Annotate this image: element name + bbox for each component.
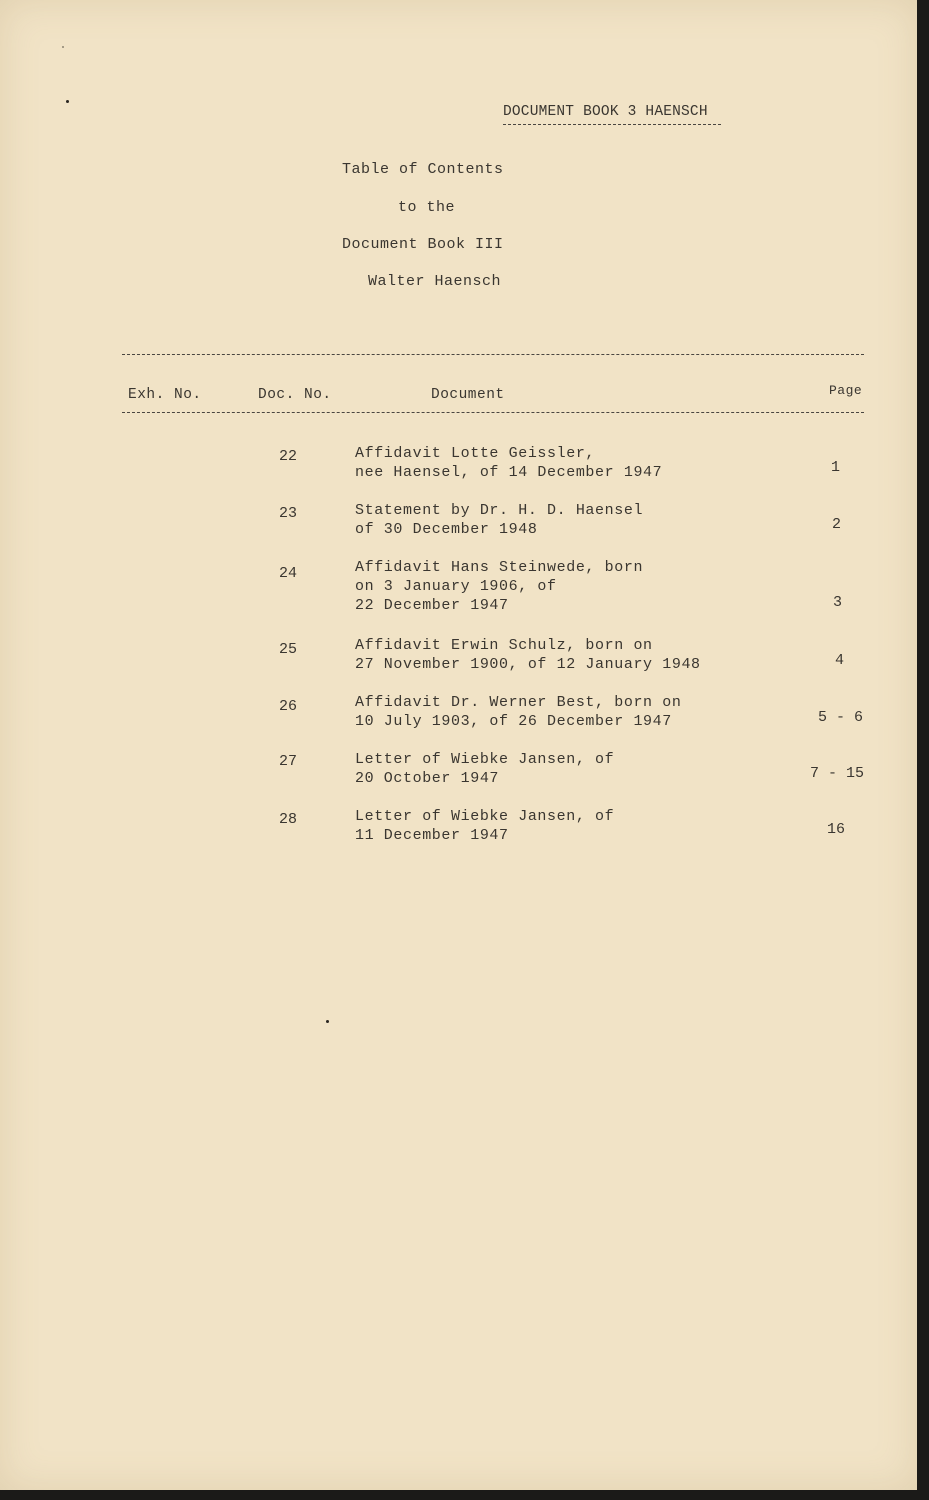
description-line: of 30 December 1948 xyxy=(355,521,538,538)
page-number: 5 - 6 xyxy=(817,709,863,726)
document-header: DOCUMENT BOOK 3 HAENSCH xyxy=(503,104,708,120)
page-number: 16 xyxy=(826,821,845,838)
doc-number: 22 xyxy=(279,448,298,465)
title-line-3: Document Book III xyxy=(342,236,504,253)
description-line: 20 October 1947 xyxy=(355,770,500,787)
column-header-page: Page xyxy=(829,383,863,398)
document-description xyxy=(355,636,701,674)
doc-number: 25 xyxy=(279,641,298,658)
description-line: Statement by Dr. H. D. Haensel xyxy=(355,502,644,519)
description-line: Affidavit Dr. Werner Best, born on xyxy=(355,694,682,711)
column-header-document: Document xyxy=(431,387,505,403)
description-line: nee Haensel, of 14 December 1947 xyxy=(355,464,663,481)
page-number: 7 - 15 xyxy=(809,765,864,782)
document-description xyxy=(355,501,643,539)
page-number: 2 xyxy=(831,516,841,533)
header-underline xyxy=(503,124,721,125)
doc-number: 27 xyxy=(279,753,298,770)
table-top-rule xyxy=(122,354,864,355)
description-line: Letter of Wiebke Jansen, of xyxy=(355,751,615,768)
description-line: 22 December 1947 xyxy=(355,597,509,614)
page-number: 1 xyxy=(830,459,840,476)
doc-number: 26 xyxy=(279,698,298,715)
description-line: Affidavit Lotte Geissler, xyxy=(355,445,596,462)
title-line-2: to the xyxy=(398,199,456,216)
document-description xyxy=(355,558,643,615)
document-description xyxy=(355,807,614,845)
title-line-4: Walter Haensch xyxy=(368,273,502,290)
document-description xyxy=(355,444,662,482)
page-number: 4 xyxy=(834,652,844,669)
paper-speck xyxy=(326,1020,329,1023)
doc-number: 28 xyxy=(279,811,298,828)
table-header-rule xyxy=(122,412,864,413)
description-line: 11 December 1947 xyxy=(355,827,509,844)
column-header-doc-no: Doc. No. xyxy=(258,387,332,403)
doc-number: 23 xyxy=(279,505,298,522)
document-description xyxy=(355,693,681,731)
description-line: Affidavit Erwin Schulz, born on xyxy=(355,637,653,654)
paper-speck xyxy=(66,100,69,103)
doc-number: 24 xyxy=(279,565,298,582)
paper-speck xyxy=(62,46,64,48)
document-description xyxy=(355,750,614,788)
page-number: 3 xyxy=(832,594,842,611)
description-line: on 3 January 1906, of xyxy=(355,578,557,595)
description-line: Affidavit Hans Steinwede, born xyxy=(355,559,644,576)
description-line: Letter of Wiebke Jansen, of xyxy=(355,808,615,825)
description-line: 27 November 1900, of 12 January 1948 xyxy=(355,656,701,673)
column-header-exh-no: Exh. No. xyxy=(128,387,202,403)
description-line: 10 July 1903, of 26 December 1947 xyxy=(355,713,672,730)
title-line-1: Table of Contents xyxy=(342,161,504,178)
